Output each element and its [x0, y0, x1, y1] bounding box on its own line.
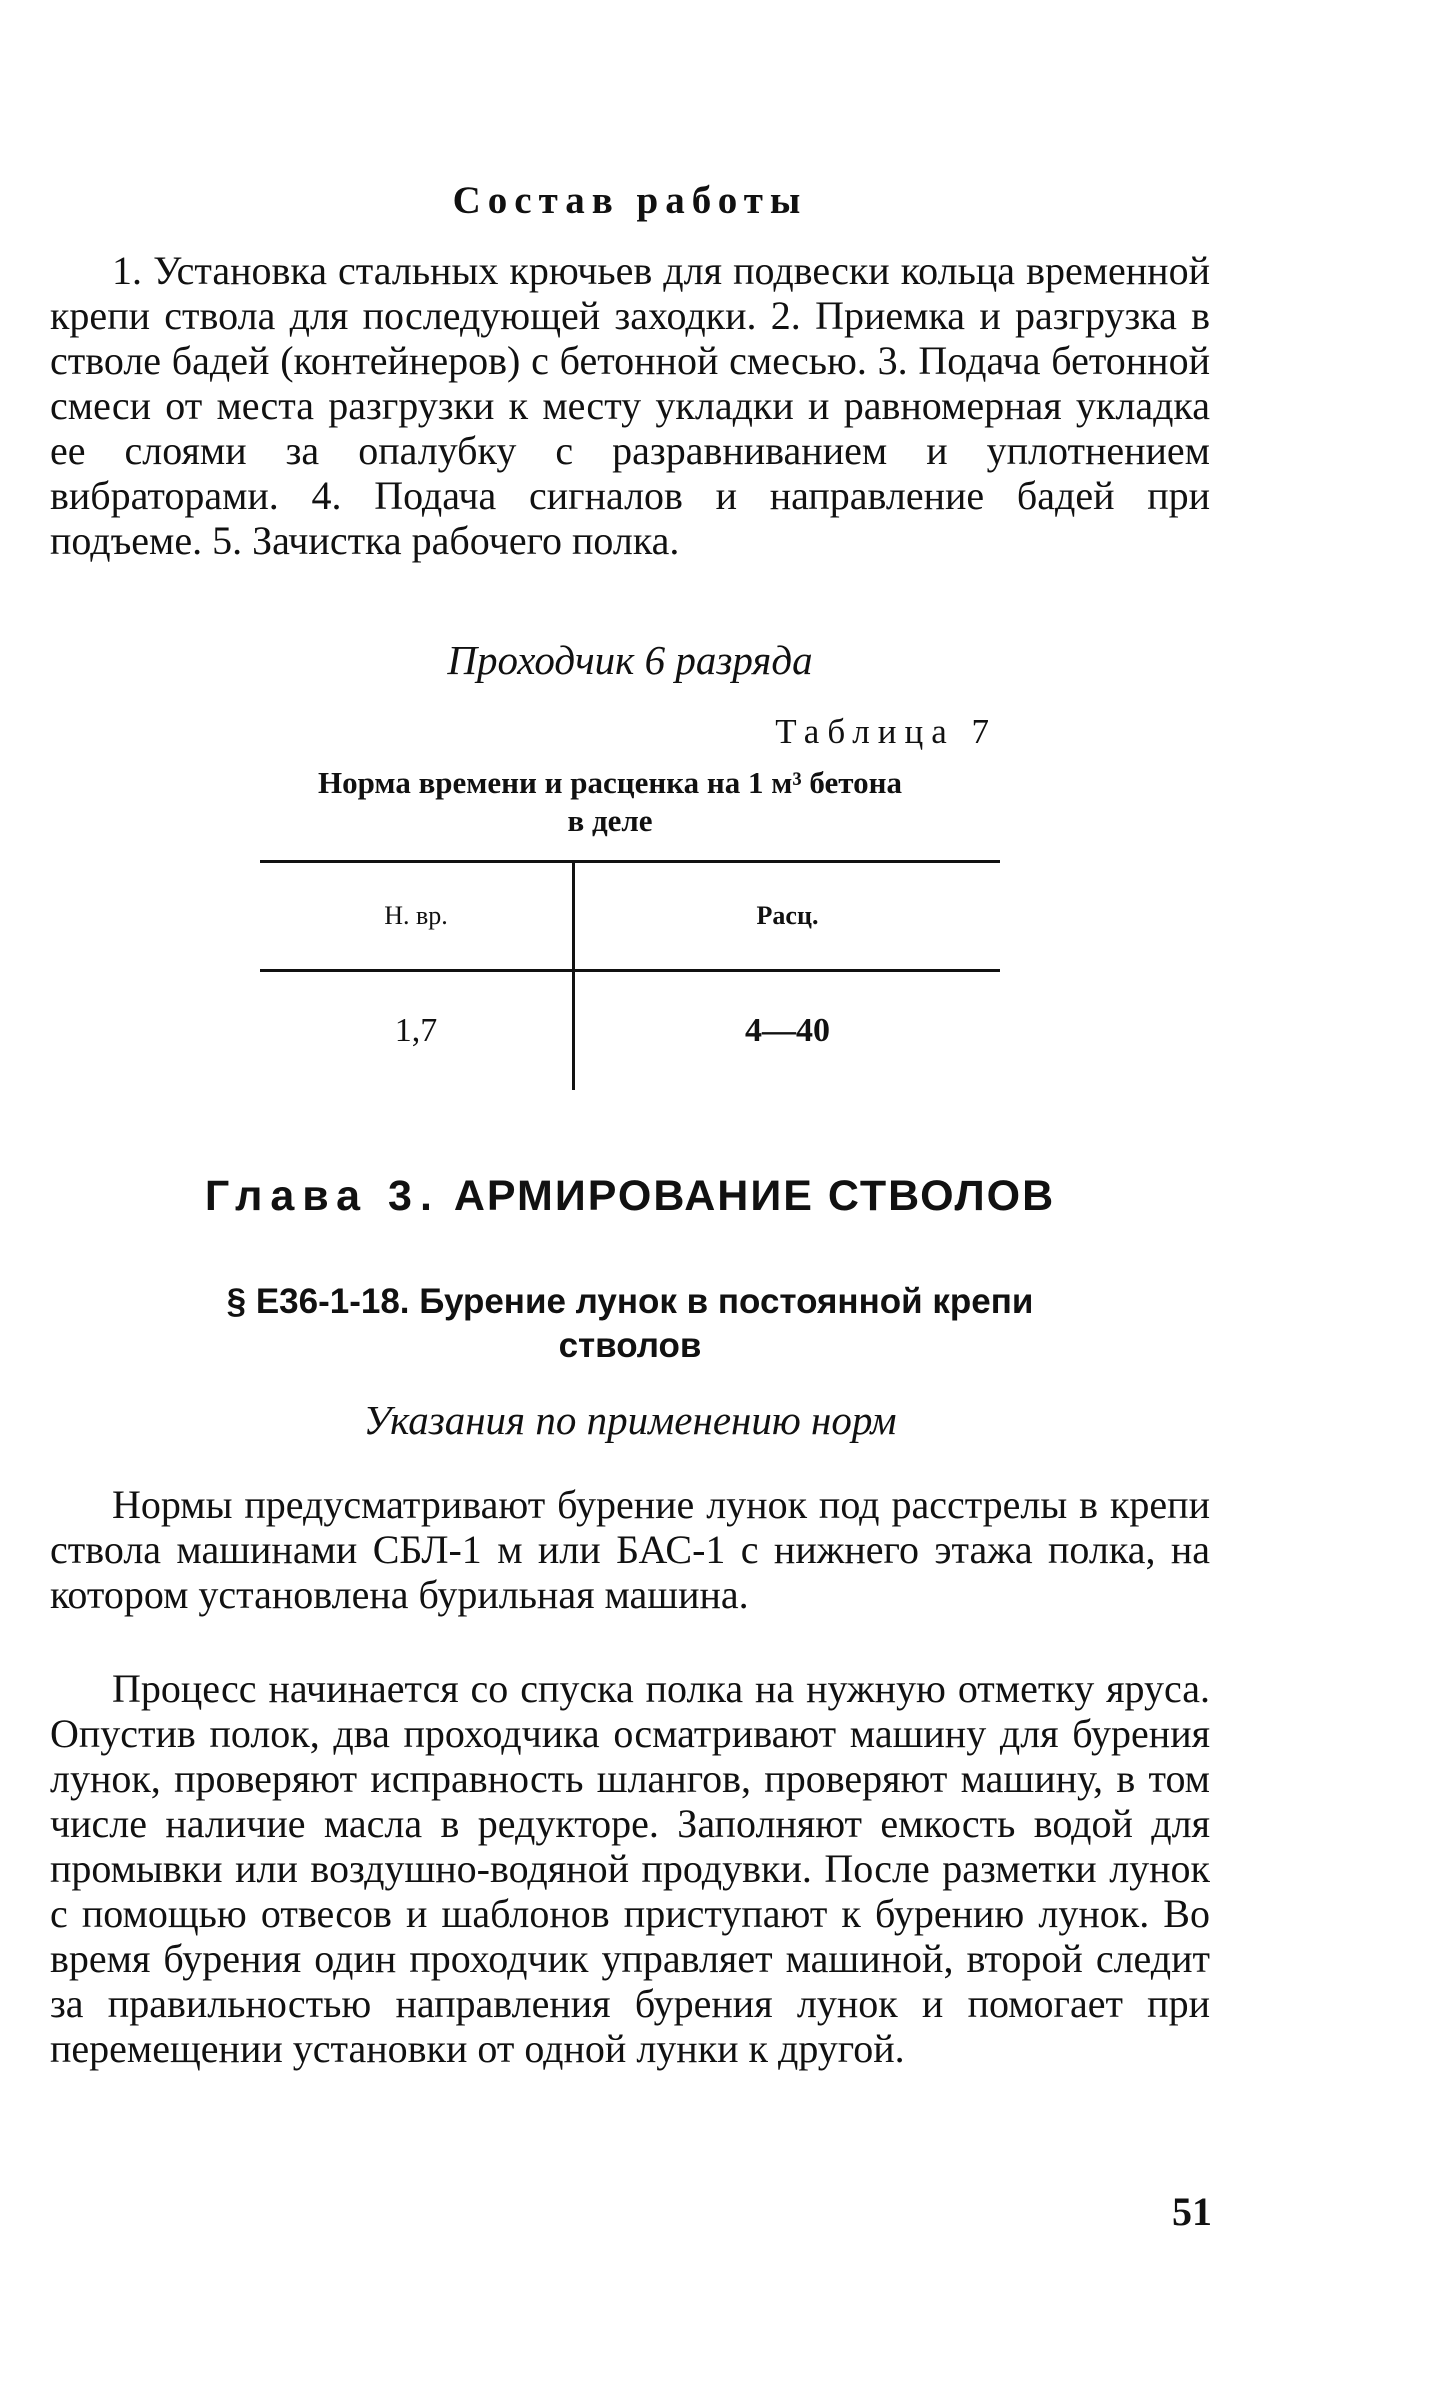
column-header-norm-time: Н. вр.: [260, 862, 574, 971]
paragraph-process: Процесс начинается со спуска полка на нужную отметку яруса. Опустив полок, два проходчика осматривают машину для бурения лунок, проверяют исправность шлангов, проверяют машину, в том числе наличие масла в редукторе. Заполняют емкость водой для промывки или воздушно-водяной продувки. После разметки лунок с помощью отвесов и шаблонов приступают к бурению лунок. Во время бурения один проходчик управляет машиной, второй следит за правильностью направления бурения лунок и помогает при перемещении установки от одной лунки к другой.: [50, 1666, 1210, 2071]
norms-table: [260, 860, 1000, 1090]
section-title-line1: § Е36-1-18. Бурение лунок в постоянной крепи: [226, 1282, 1034, 1321]
section-title-line2: стволов: [558, 1326, 702, 1365]
cell-norm-time: 1,7: [260, 971, 574, 1091]
table-caption-line2: в деле: [567, 803, 653, 838]
table-row: [260, 971, 1000, 1091]
column-header-rate: Расц.: [574, 862, 1001, 971]
chapter-name: АРМИРОВАНИЕ СТВОЛОВ: [453, 1172, 1056, 1220]
worker-grade: Проходчик 6 разряда: [447, 637, 813, 683]
page-number: 51: [1172, 2189, 1212, 2234]
table-caption: [160, 764, 1060, 840]
table-label: Таблица 7: [775, 712, 997, 751]
chapter-prefix: Глава 3.: [204, 1172, 440, 1220]
work-composition-text: 1. Установка стальных крючьев для подвески кольца временной крепи ствола для последующей заходки. 2. Приемка и разгрузка в стволе бадей (контейнеров) с бетонной смесью. 3. Подача бетонной смеси от места разгрузки к месту укладки и равномерная укладка ее слоями за опалубку с разравниванием и уплотнением вибраторами. 4. Подача сигналов и направление бадей при подъеме. 5. Зачистка рабочего полка.: [50, 248, 1210, 563]
work-composition-heading: Состав работы: [452, 179, 808, 222]
chapter-title: [50, 1172, 1210, 1221]
table-header-row: [260, 862, 1000, 971]
paragraph-norms: Нормы предусматривают бурение лунок под расстрелы в крепи ствола машинами СБЛ-1 м или БАС-1 с нижнего этажа полка, на котором установлена бурильная машина.: [50, 1482, 1210, 1617]
table-caption-line1: Норма времени и расценка на 1 м³ бетона: [318, 765, 902, 800]
instructions-heading: Указания по применению норм: [363, 1397, 897, 1443]
section-title: [50, 1280, 1210, 1368]
cell-rate: 4—40: [745, 1012, 830, 1049]
